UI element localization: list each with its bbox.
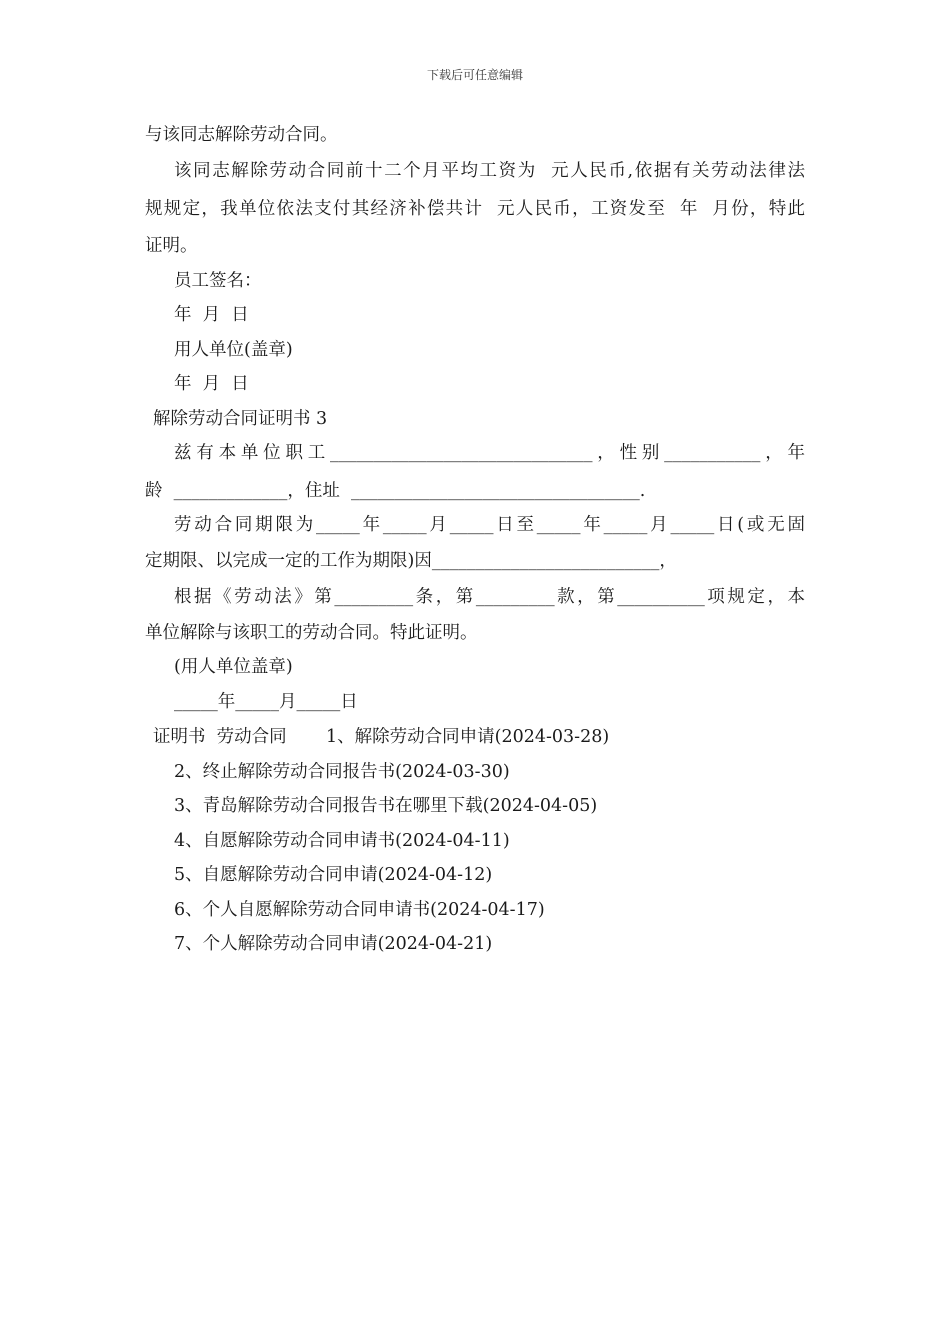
date-line: 年 月 日 bbox=[174, 374, 249, 394]
related-link[interactable]: 3、青岛解除劳动合同报告书在哪里下载(2024-04-05) bbox=[174, 796, 598, 816]
related-tags: 证明书 劳动合同 bbox=[153, 727, 287, 747]
paragraph-line: 龄 _____________，住址 _________________________________. bbox=[145, 481, 646, 501]
related-link[interactable]: 5、自愿解除劳动合同申请(2024-04-12) bbox=[174, 865, 493, 885]
related-link[interactable]: 7、个人解除劳动合同申请(2024-04-21) bbox=[174, 934, 493, 954]
related-link[interactable]: 1、解除劳动合同申请(2024-03-28) bbox=[326, 727, 610, 747]
paragraph-line: 单位解除与该职工的劳动合同。特此证明。 bbox=[145, 623, 478, 643]
paragraph-line: 与该同志解除劳动合同。 bbox=[145, 125, 338, 145]
paragraph-line: 劳动合同期限为_____年_____月_____日至_____年_____月_____日(或无固 bbox=[174, 515, 805, 535]
paragraph-line: 定期限、以完成一定的工作为期限)因__________________________， bbox=[145, 551, 677, 571]
section-title: 解除劳动合同证明书 3 bbox=[153, 409, 328, 429]
related-link[interactable]: 2、终止解除劳动合同报告书(2024-03-30) bbox=[174, 762, 510, 782]
paragraph-line: 证明。 bbox=[145, 236, 198, 256]
employer-seal-label: 用人单位(盖章) bbox=[174, 340, 293, 360]
date-line: 年 月 日 bbox=[174, 305, 249, 325]
employer-seal-label: (用人单位盖章) bbox=[174, 657, 293, 677]
related-link[interactable]: 6、个人自愿解除劳动合同申请书(2024-04-17) bbox=[174, 900, 545, 920]
date-line: _____年_____月_____日 bbox=[174, 692, 358, 712]
paragraph-line: 根据《劳动法》第_________条，第_________款，第__________项规定，本 bbox=[174, 587, 805, 607]
paragraph-line: 规规定，我单位依法支付其经济补偿共计 元人民币，工资发至 年 月份，特此 bbox=[145, 199, 805, 219]
employee-signature-label: 员工签名： bbox=[174, 271, 262, 291]
page-header: 下载后可任意编辑 bbox=[426, 68, 523, 82]
related-link[interactable]: 4、自愿解除劳动合同申请书(2024-04-11) bbox=[174, 831, 510, 851]
paragraph-line: 兹有本单位职工______________________________，性别___________，年 bbox=[174, 443, 805, 463]
paragraph-line: 该同志解除劳动合同前十二个月平均工资为 元人民币,依据有关劳动法律法 bbox=[174, 161, 805, 181]
